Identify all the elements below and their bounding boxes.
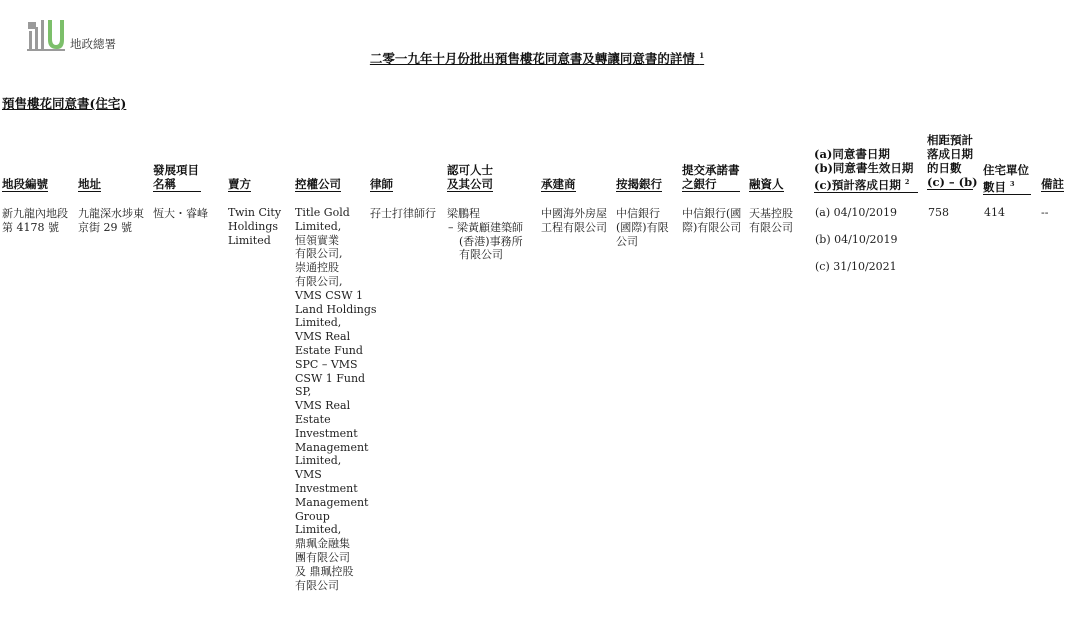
logo-text: 地政總署 xyxy=(70,37,116,51)
col-header-solicitors: 律師 xyxy=(370,177,393,191)
col-header-contractor: 承建商 xyxy=(541,177,576,191)
authorized-person-firm-line: (香港)事務所 xyxy=(459,234,523,248)
col-header-remarks: 備註 xyxy=(1041,177,1064,191)
col-header-units xyxy=(983,163,1031,195)
col-header-days-l1: 相距預計 xyxy=(927,133,973,147)
cell-authorized-person xyxy=(447,207,537,262)
col-header-units-l2-line xyxy=(983,177,1031,194)
cell-financier: 天基控股有限公司 xyxy=(749,207,793,234)
col-header-days xyxy=(927,133,978,190)
holding-company-line: Investment xyxy=(295,426,358,440)
cell-vendor-line: Twin City xyxy=(228,206,282,219)
holding-company-line: 有限公司, xyxy=(295,247,343,261)
holding-company-line: Land Holdings xyxy=(295,302,377,316)
holding-company-line: Estate Fund xyxy=(295,343,363,357)
cell-solicitors: 孖士打律師行 xyxy=(370,207,436,220)
col-header-days-l3: 的日數 xyxy=(927,161,962,175)
holding-company-line: Title Gold xyxy=(295,206,350,219)
holding-company-line: 崇通控股 xyxy=(295,261,339,275)
cell-units: 414 xyxy=(984,206,1005,219)
cell-project-name: 恆大・睿峰 xyxy=(153,207,208,220)
col-header-dates-c: (c)預計落成日期 xyxy=(814,177,901,192)
holding-company-line: VMS xyxy=(295,468,322,482)
holding-company-line: Management xyxy=(295,495,369,509)
col-header-undertaking-bank xyxy=(682,163,740,192)
holding-company-line: CSW 1 Fund xyxy=(295,371,366,385)
holding-company-line: 團有限公司 xyxy=(295,550,350,564)
cell-days: 758 xyxy=(928,206,949,219)
cell-holding-company xyxy=(295,206,377,592)
col-header-project-name-l1: 發展項目 xyxy=(153,163,199,177)
units-footnote: 3 xyxy=(1010,180,1015,188)
holding-company-line: 鼎珮金融集 xyxy=(295,537,350,551)
cell-date-a: (a) 04/10/2019 xyxy=(815,206,898,219)
col-header-dates xyxy=(814,147,918,193)
title-footnote: 1 xyxy=(699,50,705,60)
cell-date-b: (b) 04/10/2019 xyxy=(815,233,898,246)
holding-company-line: Limited, xyxy=(295,316,342,330)
col-header-project-name-l2: 名稱 xyxy=(153,177,176,191)
document-title-text: 二零一九年十月份批出預售樓花同意書及轉讓同意書的詳情 xyxy=(369,51,695,66)
cell-address: 九龍深水埗東京街 29 號 xyxy=(78,207,144,234)
col-header-mortgagee-bank: 按揭銀行 xyxy=(616,177,662,191)
cell-mortgagee-bank: 中信銀行(國際)有限公司 xyxy=(616,207,669,248)
holding-company-line: VMS CSW 1 xyxy=(295,288,363,302)
col-header-financier: 融資人 xyxy=(749,177,784,191)
col-header-dates-c-line xyxy=(814,175,918,192)
cell-vendor-line: Limited xyxy=(228,233,271,247)
cell-lot-no: 新九龍內地段第 4178 號 xyxy=(2,207,68,234)
cell-undertaking-bank: 中信銀行(國際)有限公司 xyxy=(682,207,742,234)
cell-vendor-line: Holdings xyxy=(228,219,279,233)
section-title: 預售樓花同意書(住宅) xyxy=(2,96,127,111)
col-header-days-l4: (c) – (b) xyxy=(927,175,978,189)
holding-company-line: Limited, xyxy=(295,454,342,468)
authorized-person-firm-line: – 梁黃顧建築師 xyxy=(448,220,523,234)
cell-contractor: 中國海外房屋工程有限公司 xyxy=(541,207,607,234)
col-header-units-l1: 住宅單位 xyxy=(983,163,1029,177)
col-header-authorized-person-l2: 及其公司 xyxy=(447,177,493,191)
col-header-units-l2: 數目 xyxy=(983,179,1006,194)
col-header-lot-no: 地段編號 xyxy=(2,177,48,191)
cell-remarks: -- xyxy=(1041,206,1049,219)
holding-company-line: Limited, xyxy=(295,219,342,233)
col-header-holding-company: 控權公司 xyxy=(295,177,341,191)
holding-company-line: VMS Real xyxy=(295,399,351,413)
col-header-dates-b: (b)同意書生效日期 xyxy=(814,161,914,175)
holding-company-line: VMS Real xyxy=(295,330,351,344)
lands-department-icon xyxy=(26,18,66,52)
col-header-address: 地址 xyxy=(78,177,101,191)
holding-company-line: Management xyxy=(295,440,369,454)
col-header-days-l2: 落成日期 xyxy=(927,147,973,161)
col-header-authorized-person-l1: 認可人士 xyxy=(447,163,493,177)
authorized-person-name: 梁鵬程 xyxy=(447,207,480,220)
col-header-authorized-person xyxy=(447,163,493,192)
holding-company-line: Group xyxy=(295,509,330,523)
document-title xyxy=(0,49,1074,67)
holding-company-line: 有限公司 xyxy=(295,578,339,592)
lands-department-logo xyxy=(26,18,116,52)
holding-company-line: SPC – VMS xyxy=(295,357,358,371)
col-header-dates-a: (a)同意書日期 xyxy=(814,147,890,161)
authorized-person-firm-line: 有限公司 xyxy=(459,248,503,262)
cell-vendor xyxy=(228,206,292,247)
holding-company-line: 恒領實業 xyxy=(295,233,339,247)
holding-company-line: Estate xyxy=(295,412,331,426)
col-header-vendor: 賣方 xyxy=(228,177,251,191)
holding-company-line: 及 鼎珮控股 xyxy=(295,564,354,578)
col-header-undertaking-bank-l2: 之銀行 xyxy=(682,177,717,191)
holding-company-line: Limited, xyxy=(295,523,342,537)
col-header-undertaking-bank-l1: 提交承諾書 xyxy=(682,163,740,177)
holding-company-line: SP, xyxy=(295,385,312,399)
col-header-project-name xyxy=(153,163,201,192)
cell-date-c: (c) 31/10/2021 xyxy=(815,260,897,273)
holding-company-line: 有限公司, xyxy=(295,274,343,288)
dates-footnote: 2 xyxy=(904,178,910,186)
holding-company-line: Investment xyxy=(295,481,358,495)
